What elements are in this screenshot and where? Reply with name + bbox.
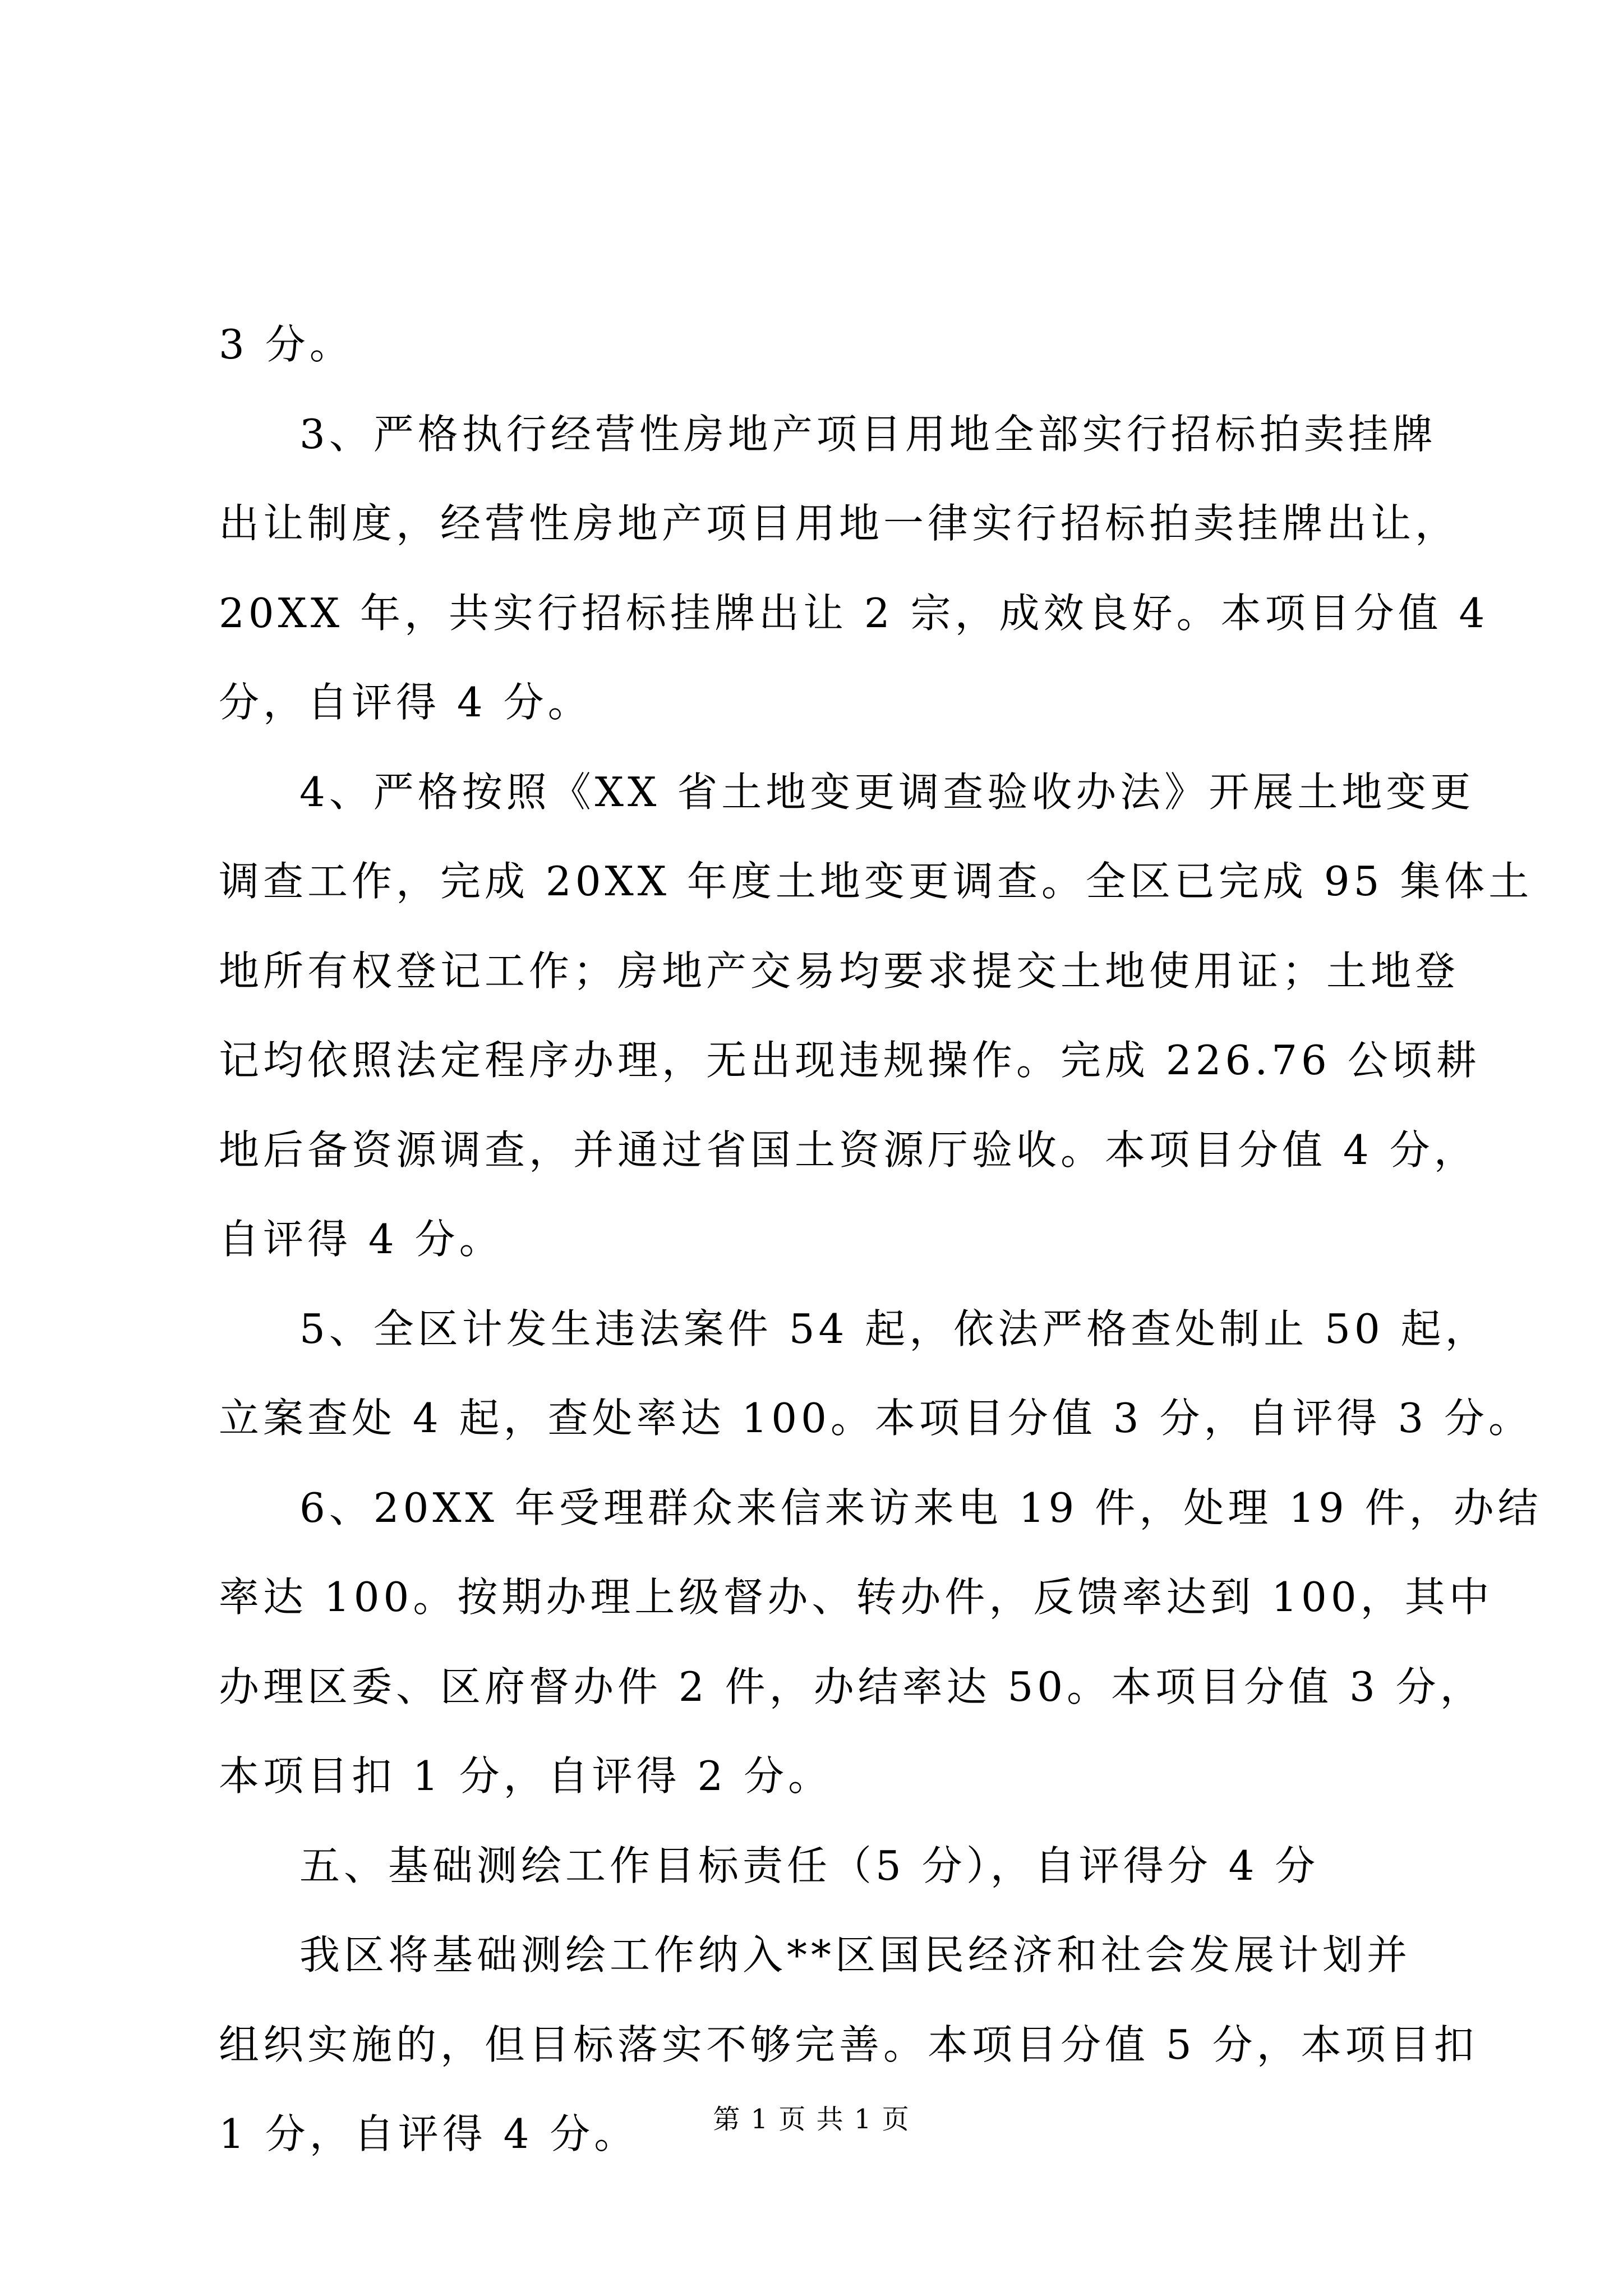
paragraph-start-line: 我区将基础测绘工作纳入**区国民经济和社会发展计划并 xyxy=(299,1931,1412,1978)
section-heading: 五、基础测绘工作目标责任（5 分），自评得分 4 分 xyxy=(299,1842,1320,1889)
text-line: 记均依照法定程序办理，无出现违规操作。完成 226.76 公顷耕 xyxy=(219,1037,1481,1084)
text-line: 20XX 年，共实行招标挂牌出让 2 宗，成效良好。本项目分值 4 xyxy=(219,589,1489,637)
text-line: 自评得 4 分。 xyxy=(219,1216,504,1263)
text-line: 率达 100。按期办理上级督办、转办件，反馈率达到 100，其中 xyxy=(219,1573,1493,1621)
page-number-footer: 第 1 页 共 1 页 xyxy=(713,2104,910,2135)
text-line: 组织实施的，但目标落实不够完善。本项目分值 5 分，本项目扣 xyxy=(219,2021,1478,2068)
paragraph-start-line: 5、全区计发生违法案件 54 起，依法严格查处制止 50 起， xyxy=(299,1305,1490,1352)
paragraph-start-line: 4、严格按照《XX 省土地变更调查验收办法》开展土地变更 xyxy=(299,768,1475,816)
text-line: 地后备资源调查，并通过省国土资源厅验收。本项目分值 4 分， xyxy=(219,1126,1478,1174)
text-line: 地所有权登记工作；房地产交易均要求提交土地使用证；土地登 xyxy=(219,947,1460,995)
text-line: 3 分。 xyxy=(219,321,354,368)
text-line: 调查工作，完成 20XX 年度土地变更调查。全区已完成 95 集体土 xyxy=(219,858,1533,905)
text-line: 分，自评得 4 分。 xyxy=(219,679,592,726)
document-body xyxy=(219,300,1542,2179)
paragraph-start-line: 6、20XX 年受理群众来信来访来电 19 件，处理 19 件，办结 xyxy=(299,1484,1542,1531)
text-line: 办理区委、区府督办件 2 件，办结率达 50。本项目分值 3 分， xyxy=(219,1663,1484,1710)
paragraph-start-line: 3、严格执行经营性房地产项目用地全部实行招标拍卖挂牌 xyxy=(299,410,1437,458)
text-line: 立案查处 4 起，查处率达 100。本项目分值 3 分，自评得 3 分。 xyxy=(219,1395,1533,1442)
text-line: 出让制度，经营性房地产项目用地一律实行招标拍卖挂牌出让， xyxy=(219,500,1460,547)
text-line: 本项目扣 1 分，自评得 2 分。 xyxy=(219,1752,833,1800)
text-line: 1 分，自评得 4 分。 xyxy=(219,2110,639,2157)
